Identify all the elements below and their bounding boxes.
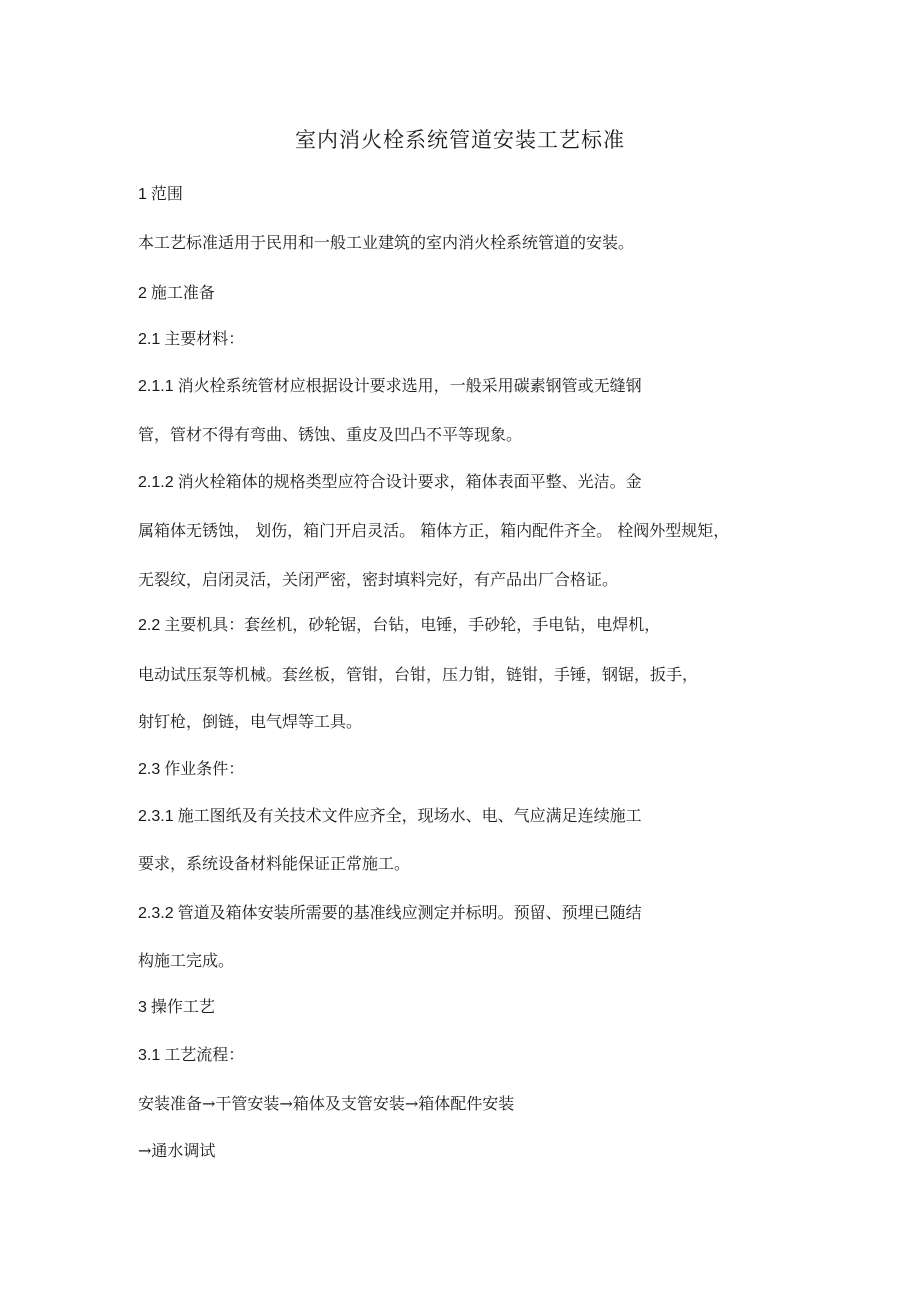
section-heading-scope bbox=[138, 183, 183, 206]
section-number: 2.1.2 bbox=[138, 474, 174, 491]
paragraph-line bbox=[138, 950, 234, 972]
paragraph-line bbox=[138, 520, 729, 542]
section-text: 主要材料： bbox=[164, 329, 245, 348]
subsection-heading-materials bbox=[138, 328, 244, 351]
paragraph-text: 构施工完成。 bbox=[138, 951, 235, 970]
paragraph-line bbox=[138, 805, 642, 828]
paragraph-line bbox=[138, 614, 660, 637]
paragraph-text: 射钉枪，倒链，电气焊等工具。 bbox=[138, 712, 363, 731]
paragraph-line bbox=[138, 569, 618, 591]
subsection-heading-flow bbox=[138, 1044, 244, 1067]
paragraph-text: 本工艺标准适用于民用和一般工业建筑的室内消火栓系统管道的安装。 bbox=[138, 233, 635, 252]
section-number: 1 bbox=[138, 186, 147, 203]
section-text: 作业条件： bbox=[164, 759, 245, 778]
paragraph-text: 要求，系统设备材料能保证正常施工。 bbox=[138, 854, 411, 873]
section-text: 施工准备 bbox=[150, 283, 215, 302]
paragraph-line bbox=[138, 232, 634, 254]
section-heading-preparation bbox=[138, 282, 215, 305]
process-flow-line bbox=[138, 1093, 514, 1115]
paragraph-text: 主要机具：套丝机，砂轮锯，台钻，电锤，手砂轮，手电钻，电焊机， bbox=[164, 615, 661, 634]
paragraph-text: 管，管材不得有弯曲、锈蚀、重皮及凹凸不平等现象。 bbox=[138, 425, 523, 444]
process-flow-line bbox=[138, 1140, 215, 1162]
section-number: 2 bbox=[138, 285, 147, 302]
paragraph-text: 无裂纹，启闭灵活，关闭严密，密封填料完好，有产品出厂合格证。 bbox=[138, 570, 619, 589]
paragraph-text: 消火栓箱体的规格类型应符合设计要求，箱体表面平整、光洁。金 bbox=[177, 472, 642, 491]
paragraph-line bbox=[138, 664, 698, 686]
section-number: 3 bbox=[138, 999, 147, 1016]
paragraph-line bbox=[138, 375, 642, 398]
paragraph-line bbox=[138, 902, 642, 925]
section-text: 操作工艺 bbox=[150, 997, 215, 1016]
paragraph-text: 属箱体无锈蚀， 划伤，箱门开启灵活。 箱体方正，箱内配件齐全。 栓阀外型规矩， bbox=[138, 521, 730, 540]
section-number: 3.1 bbox=[138, 1047, 161, 1064]
subsection-heading-conditions bbox=[138, 758, 244, 781]
section-number: 2.2 bbox=[138, 617, 161, 634]
section-number: 2.3 bbox=[138, 761, 161, 778]
paragraph-text: 安装准备→干管安装→箱体及支管安装→箱体配件安装 bbox=[138, 1094, 515, 1113]
paragraph-line bbox=[138, 471, 642, 494]
document-title: 室内消火栓系统管道安装工艺标准 bbox=[295, 128, 625, 152]
paragraph-text: 消火栓系统管材应根据设计要求选用，一般采用碳素钢管或无缝钢 bbox=[177, 376, 642, 395]
paragraph-line bbox=[138, 853, 410, 875]
section-text: 工艺流程： bbox=[164, 1045, 245, 1064]
section-heading-operation bbox=[138, 996, 215, 1019]
paragraph-text: 管道及箱体安装所需要的基准线应测定并标明。预留、预埋已随结 bbox=[177, 903, 642, 922]
paragraph-line bbox=[138, 711, 362, 733]
section-number: 2.1.1 bbox=[138, 378, 174, 395]
paragraph-text: →通水调试 bbox=[138, 1141, 216, 1160]
paragraph-line bbox=[138, 424, 522, 446]
paragraph-text: 电动试压泵等机械。套丝板，管钳，台钳，压力钳，链钳，手锤，钢锯，扳手， bbox=[138, 665, 699, 684]
paragraph-text: 施工图纸及有关技术文件应齐全，现场水、电、气应满足连续施工 bbox=[177, 806, 642, 825]
section-number: 2.3.1 bbox=[138, 808, 174, 825]
section-number: 2.3.2 bbox=[138, 905, 174, 922]
section-number: 2.1 bbox=[138, 331, 161, 348]
section-text: 范围 bbox=[150, 184, 183, 203]
